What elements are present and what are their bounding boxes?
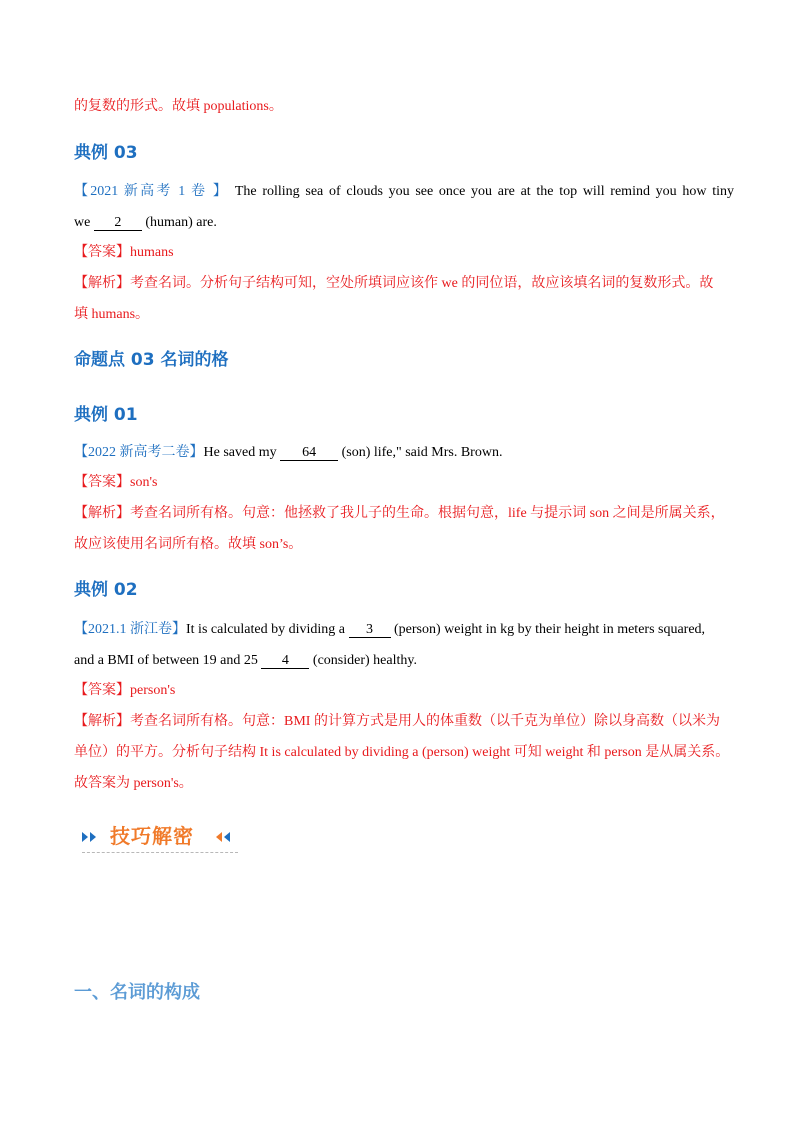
example-02-blank-4: 4 bbox=[261, 653, 309, 669]
section-1-heading: 一、名词的构成 bbox=[74, 982, 200, 1003]
example-03-analysis-1: 【解析】考查名词。分析句子结构可知，空处所填词应该作 we 的同位语，故应该填名词的复数形式。故 bbox=[74, 276, 714, 291]
example-02-question-line-2 bbox=[74, 652, 417, 670]
example-02-analysis-3: 故答案为 person's。 bbox=[74, 776, 193, 791]
example-03-source: 【2021 新高考 1 卷 】 bbox=[74, 184, 230, 199]
example-02-analysis-1: 【解析】考查名词所有格。句意：BMI 的计算方式是用人的体重数（以千克为单位）除以身高数（以米为 bbox=[74, 714, 720, 729]
example-03-question-line-2 bbox=[74, 214, 217, 232]
example-01-source: 【2022 新高考二卷】 bbox=[74, 445, 204, 460]
tips-banner-title: 技巧解密 bbox=[110, 824, 194, 848]
example-03-question-text: The rolling sea of clouds you see once you are at the top will remind you how tiny bbox=[234, 184, 734, 199]
example-01-answer: 【答案】son's bbox=[74, 475, 158, 490]
example-02-question-suffix: (person) weight in kg by their height in meters squared, bbox=[394, 622, 706, 637]
tips-banner bbox=[82, 818, 238, 853]
example-02-heading: 典例 02 bbox=[74, 580, 138, 600]
example-02-question-line-1 bbox=[74, 621, 705, 639]
example-03-question-prefix: we bbox=[74, 215, 91, 230]
example-03-analysis-2: 填 humans。 bbox=[74, 307, 150, 322]
example-02-source: 【2021.1 浙江卷】 bbox=[74, 622, 186, 637]
example-01-question-prefix: He saved my bbox=[203, 445, 277, 460]
double-arrow-right-icon bbox=[82, 829, 96, 847]
double-arrow-left-icon bbox=[216, 829, 230, 847]
example-03-blank: 2 bbox=[94, 215, 142, 231]
example-02-answer: 【答案】person's bbox=[74, 683, 176, 698]
example-01-question-suffix: (son) life," said Mrs. Brown. bbox=[341, 445, 503, 460]
example-02-analysis-2: 单位）的平方。分析句子结构 It is calculated by dividing a (person) weight 可知 weight 和 person 是从属关系。 bbox=[74, 745, 730, 760]
example-01-question bbox=[74, 444, 502, 462]
example-03-answer: 【答案】humans bbox=[74, 245, 174, 260]
example-03-question-line-1 bbox=[74, 183, 734, 201]
example-02-blank-3: 3 bbox=[349, 622, 391, 638]
example-01-blank: 64 bbox=[280, 445, 338, 461]
example-01-analysis-1: 【解析】考查名词所有格。句意：他拯救了我儿子的生命。根据句意，life 与提示词 son 之间是所属关系， bbox=[74, 506, 725, 521]
example-03-question-suffix: (human) are. bbox=[145, 215, 217, 230]
example-03-heading: 典例 03 bbox=[74, 143, 138, 163]
example-01-heading: 典例 01 bbox=[74, 405, 138, 425]
point-03-heading: 命题点 03 名词的格 bbox=[74, 350, 229, 370]
continuation-text: 的复数的形式。故填 populations。 bbox=[74, 99, 283, 114]
example-02-question-2-prefix: and a BMI of between 19 and 25 bbox=[74, 653, 258, 668]
example-01-analysis-2: 故应该使用名词所有格。故填 son’s。 bbox=[74, 537, 303, 552]
example-02-question-2-suffix: (consider) healthy. bbox=[312, 653, 417, 668]
example-02-question-prefix: It is calculated by dividing a bbox=[186, 622, 346, 637]
